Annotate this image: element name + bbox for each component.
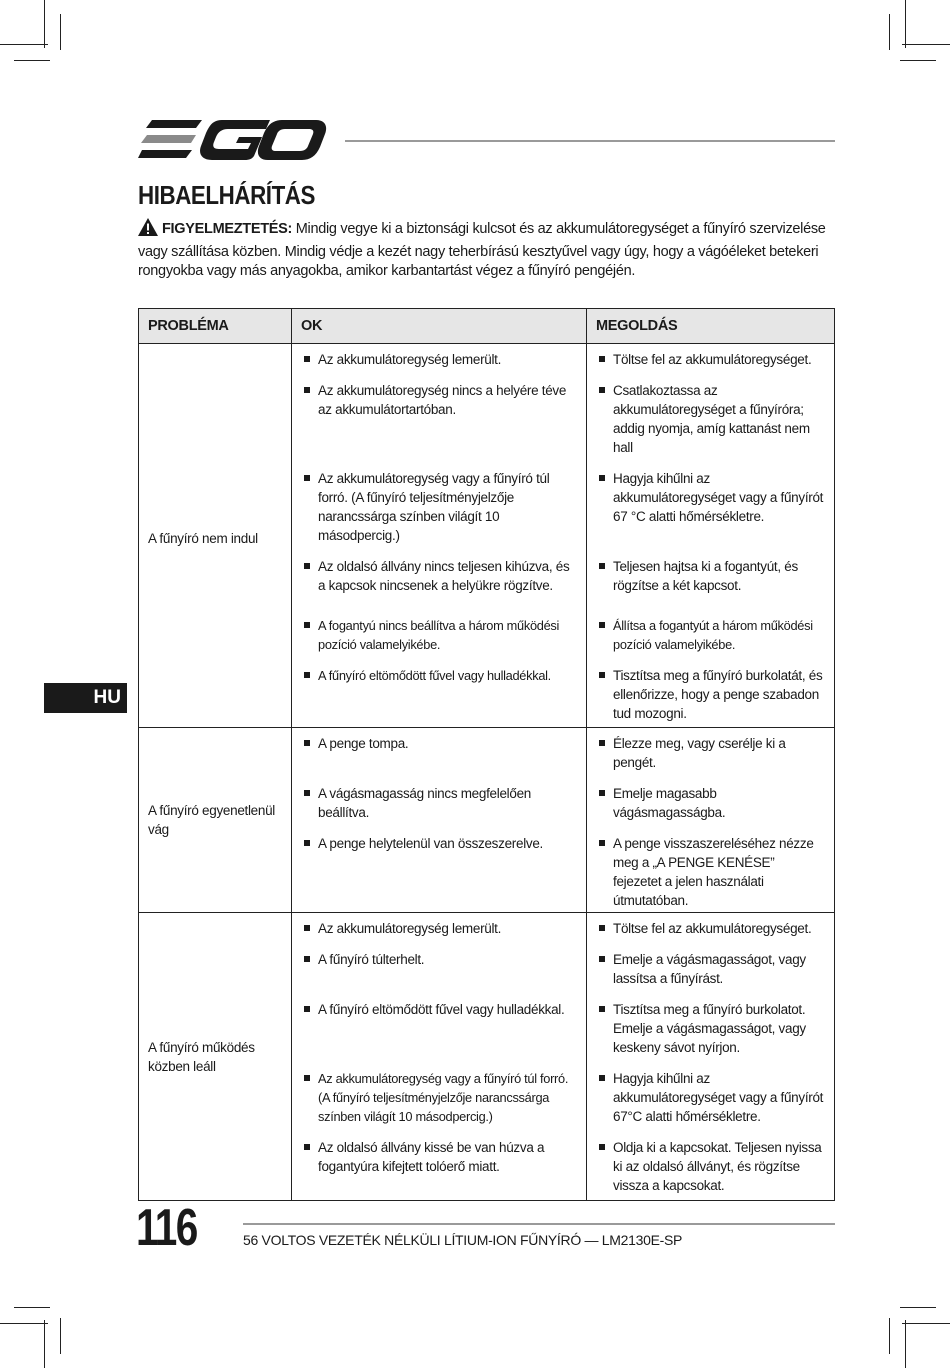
list-item: Az akkumulátoregység nincs a helyére téve az akkumulátortartóban. <box>304 381 578 469</box>
footer-rule <box>243 1223 835 1225</box>
ego-logo <box>138 118 328 167</box>
header-problem: PROBLÉMA <box>139 309 292 344</box>
crop-mark <box>44 0 45 48</box>
warning-triangle-icon <box>138 218 158 243</box>
list-item: Az oldalsó állvány nincs teljesen kihúzva, és a kapcsok nincsenek a helyükre rögzítve. <box>304 557 578 616</box>
crop-mark <box>60 1318 61 1354</box>
list-item: A fogantyú nincs beállítva a három működési pozíció valamelyikébe. <box>304 616 578 666</box>
table-row <box>139 344 835 728</box>
table-header-row <box>139 309 835 344</box>
list-item: Teljesen hajtsa ki a fogantyút, és rögzítse a két kapcsot. <box>599 557 826 616</box>
crop-mark <box>44 1320 45 1368</box>
problem-cell: A fűnyíró egyenetlenül vág <box>139 728 292 913</box>
list-item: Emelje a vágásmagasságot, vagy lassítsa a fűnyírást. <box>599 950 826 1000</box>
list-item: A penge helytelenül van összeszerelve. <box>304 834 578 853</box>
crop-mark <box>905 1320 906 1368</box>
warning-label: FIGYELMEZTETÉS: <box>162 221 293 237</box>
warning-text: Mindig vegye ki a biztonsági kulcsot és az akkumulátoregységet a fűnyíró szervizelése vagy szállítása közben. Mindig védje a kezét nagy teherbírású kesztyűvel vagy úgy, hogy a vágóéleket betekeri rongyokba vagy más anyagokba, amikor karbantartást végez a fűnyíró pengéjén. <box>138 221 826 279</box>
crop-mark <box>902 44 950 45</box>
list-item: Az akkumulátoregység vagy a fűnyíró túl forró. (A fűnyíró teljesítményjelzője narancssárga színben világít 10 másodpercig.) <box>304 1069 578 1138</box>
footer-text: 56 VOLTOS VEZETÉK NÉLKÜLI LÍTIUM-ION FŰNYÍRÓ — LM2130E-SP <box>243 1232 683 1248</box>
crop-mark <box>60 14 61 50</box>
list-item: Az akkumulátoregység vagy a fűnyíró túl forró. (A fűnyíró teljesítményjelzője narancssárga színben világít 10 másodpercig.) <box>304 469 578 557</box>
crop-mark <box>14 1307 50 1308</box>
list-item: Az akkumulátoregység lemerült. <box>304 919 578 950</box>
warning-paragraph <box>138 218 838 282</box>
solution-cell <box>587 913 835 1201</box>
crop-mark <box>14 60 50 61</box>
crop-mark <box>889 1318 890 1354</box>
list-item: Hagyja kihűlni az akkumulátoregységet vagy a fűnyírót 67°C alatti hőmérsékletre. <box>599 1069 826 1138</box>
crop-mark <box>900 60 936 61</box>
list-item: A fűnyíró túlterhelt. <box>304 950 578 1000</box>
list-item: Tisztítsa meg a fűnyíró burkolatot. Emelje a vágásmagasságot, vagy keskeny sávot nyírjon. <box>599 1000 826 1069</box>
table-row <box>139 728 835 913</box>
problem-cell: A fűnyíró nem indul <box>139 344 292 728</box>
solution-cell <box>587 728 835 913</box>
list-item: Oldja ki a kapcsokat. Teljesen nyissa ki az oldalsó állványt, és rögzítse vissza a kapcsokat. <box>599 1138 826 1195</box>
cause-cell <box>292 344 587 728</box>
crop-mark <box>905 0 906 48</box>
list-item: Töltse fel az akkumulátoregységet. <box>599 919 826 950</box>
list-item: A vágásmagasság nincs megfelelően beállítva. <box>304 784 578 834</box>
list-item: A penge tompa. <box>304 734 578 784</box>
list-item: Hagyja kihűlni az akkumulátoregységet vagy a fűnyírót 67 °C alatti hőmérsékletre. <box>599 469 826 557</box>
list-item: Töltse fel az akkumulátoregységet. <box>599 350 826 381</box>
header-cause: OK <box>292 309 587 344</box>
header-rule <box>345 140 835 142</box>
list-item: Az akkumulátoregység lemerült. <box>304 350 578 381</box>
list-item: Emelje magasabb vágásmagasságba. <box>599 784 826 834</box>
language-tab: HU <box>44 683 127 713</box>
crop-mark <box>902 1323 950 1324</box>
list-item: A penge visszaszereléséhez nézze meg a „A PENGE KENÉSE” fejezetet a jelen használati útmutatóban. <box>599 834 826 910</box>
solution-cell <box>587 344 835 728</box>
page-title: HIBAELHÁRÍTÁS <box>138 180 316 210</box>
page-number: 116 <box>136 1199 197 1257</box>
list-item: Csatlakoztassa az akkumulátoregységet a fűnyíróra; addig nyomja, amíg kattanást nem hall <box>599 381 826 469</box>
list-item: Állítsa a fogantyút a három működési pozíció valamelyikébe. <box>599 616 826 666</box>
list-item: A fűnyíró eltömődött fűvel vagy hulladékkal. <box>304 1000 578 1069</box>
header-solution: MEGOLDÁS <box>587 309 835 344</box>
list-item: Élezze meg, vagy cserélje ki a pengét. <box>599 734 826 784</box>
troubleshooting-table <box>138 308 835 1201</box>
list-item: Az oldalsó állvány kissé be van húzva a fogantyúra kifejtett tolóerő miatt. <box>304 1138 578 1176</box>
list-item: Tisztítsa meg a fűnyíró burkolatát, és ellenőrizze, hogy a penge szabadon tud mozogni. <box>599 666 826 723</box>
cause-cell <box>292 728 587 913</box>
crop-mark <box>889 14 890 50</box>
crop-mark <box>0 1323 48 1324</box>
table-row <box>139 913 835 1201</box>
crop-mark <box>0 44 48 45</box>
cause-cell <box>292 913 587 1201</box>
list-item: A fűnyíró eltömődött fűvel vagy hulladékkal. <box>304 666 578 685</box>
crop-mark <box>900 1307 936 1308</box>
problem-cell: A fűnyíró működés közben leáll <box>139 913 292 1201</box>
